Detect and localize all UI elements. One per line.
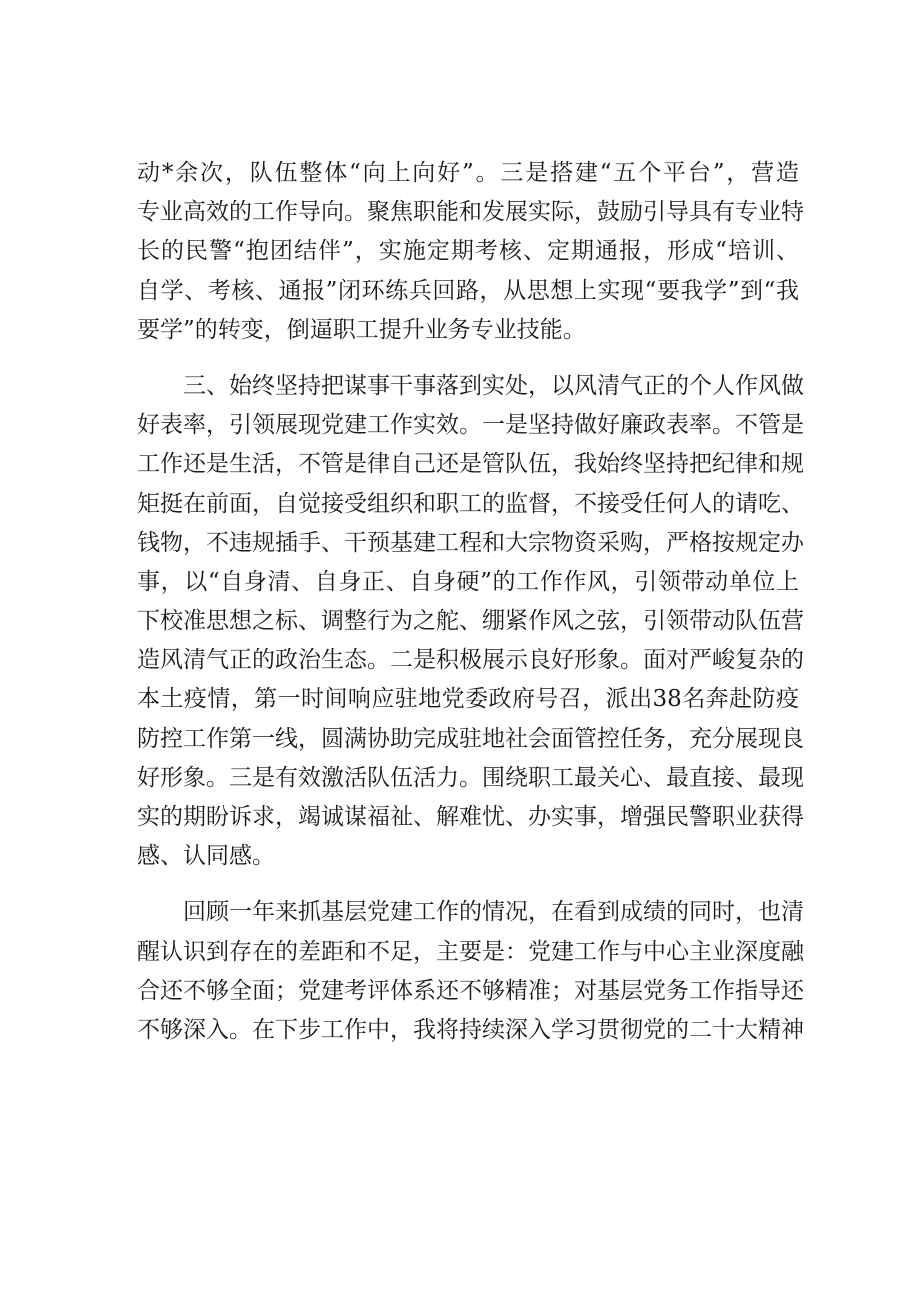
text-line: 造风清气正的政治生态。二是积极展示良好形象。面对严峻复杂的 [137,647,804,674]
text-line: 工作还是生活，不管是律自己还是管队伍，我始终坚持把纪律和规 [137,451,804,478]
text-line: 醒认识到存在的差距和不足，主要是：党建工作与中心主业深度融 [137,938,804,965]
text-line: 不够深入。在下步工作中，我将持续深入学习贯彻党的二十大精神 [137,1016,804,1043]
paragraph-3 [137,893,804,1050]
text-line: 合还不够全面；党建考评体系还不够精准；对基层党务工作指导还 [137,977,804,1004]
text-line: 动*余次，队伍整体“向上向好”。三是搭建“五个平台”，营造 [137,160,799,186]
paragraph-2 [137,367,804,876]
text-line: 好形象。三是有效激活队伍活力。围绕职工最关心、最直接、最现 [137,764,804,791]
text-line: 自学、考核、通报”闭环练兵回路，从思想上实现“要我学”到“我 [137,277,799,304]
text-line: 矩挺在前面，自觉接受组织和职工的监督，不接受任何人的请吃、 [137,490,804,517]
text-line: 好表率，引领展现党建工作实效。一是坚持做好廉政表率。不管是 [137,412,804,439]
text-line: 回顾一年来抓基层党建工作的情况，在看到成绩的同时，也清 [183,899,804,926]
text-line: 长的民警“抱团结伴”，实施定期考核、定期通报，形成“培训、 [137,238,799,265]
text-line: 钱物，不违规插手、干预基建工程和大宗物资采购，严格按规定办 [137,529,804,556]
text-line: 专业高效的工作导向。聚焦职能和发展实际，鼓励引导具有专业特 [137,199,804,226]
text-line: 三、始终坚持把谋事干事落到实处，以风清气正的个人作风做 [183,372,804,399]
text-line: 要学”的转变，倒逼职工提升业务专业技能。 [137,316,586,343]
text-line: 本土疫情，第一时间响应驻地党委政府号召，派出38名奔赴防疫 [137,686,799,713]
text-line: 实的期盼诉求，竭诚谋福祉、解难忧、办实事，增强民警职业获得 [137,804,804,830]
text-line: 感、认同感。 [137,843,275,870]
text-line: 下校准思想之标、调整行为之舵、绷紧作风之弦，引领带动队伍营 [137,608,804,635]
text-line: 事，以“自身清、自身正、自身硬”的工作作风，引领带动单位上 [137,568,799,595]
document-body [137,154,804,1050]
text-line: 防控工作第一线，圆满协助完成驻地社会面管控任务，充分展现良 [137,725,804,752]
paragraph-1 [137,154,804,350]
